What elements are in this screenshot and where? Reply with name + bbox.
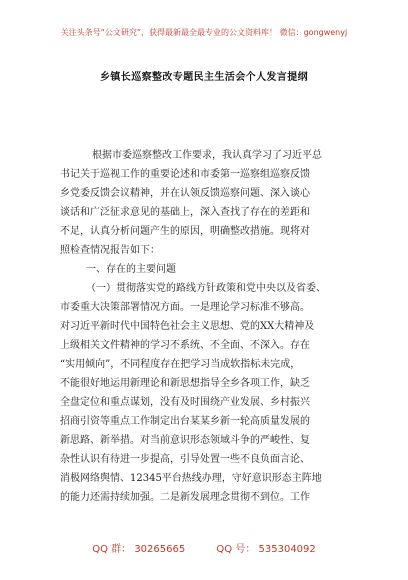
qq-group-number: QQ 群： 30265665 (92, 544, 186, 555)
body-line: 谈话和广泛征求意见的基础上，深入查找了存在的差距和 (60, 207, 310, 218)
body-line: 不足，认真分析问题产生的原因，明确整改措施。现将对 (60, 226, 310, 237)
body-line: 的能力还需持续加强。二是新发展理念贯彻不到位。工作 (60, 492, 310, 503)
promo-banner: 关注头条号“公文研究”，获得最新最全最专业的公文资料库！ 微信：gongwenyj (60, 28, 348, 37)
contact-footer (0, 540, 408, 555)
body-line: 全盘定位和重点谋划，没有及时围绕产业发展、乡村振兴 (60, 397, 310, 408)
body-line: 不能很好地运用新理论和新思想指导全乡各项工作，缺乏 (60, 378, 310, 389)
body-line: 市委重大决策部署情况方面。一是理论学习标准不够高。 (60, 302, 310, 313)
body-line: 上级相关文件精神的学习不系统、不全面、不深入。存在 (60, 340, 310, 351)
body-line: 杂性认识有待进一步提高，引导处置一些不良负面言论、 (60, 454, 310, 465)
qq-number: QQ 号： 535304092 (216, 544, 316, 555)
document-title: 乡镇长巡察整改专题民主生活会个人发言提纲 (100, 72, 308, 83)
body-line: “实用倾向”，不同程度存在把学习当成软指标未完成， (60, 359, 301, 370)
body-line: 新思路、新举措。对当前意识形态领域斗争的严峻性、复 (60, 435, 310, 446)
body-line: 乡党委反馈会议精神，并在认领反馈巡察问题、深入谈心 (60, 188, 310, 199)
body-line: 根据市委巡察整改工作要求，我认真学习了习近平总 (92, 150, 322, 161)
body-line: 招商引资等重点工作制定出台某某乡新一轮高质量发展的 (60, 416, 310, 427)
document-body (60, 146, 356, 507)
body-line: 对习近平新时代中国特色社会主义思想、党的XX大精神及 (60, 321, 315, 332)
body-line: 消极网络舆情、12345平台热线办理，守好意识形态主阵地 (60, 473, 322, 484)
subsection-heading: （一）贯彻落实党的路线方针政策和党中央以及省委、 (86, 283, 326, 294)
body-line: 照检查情况报告如下： (60, 245, 160, 256)
section-heading: 一、存在的主要问题 (86, 264, 176, 275)
body-line: 书记关于巡视工作的重要论述和市委第一巡察组巡察反馈 (60, 169, 310, 180)
